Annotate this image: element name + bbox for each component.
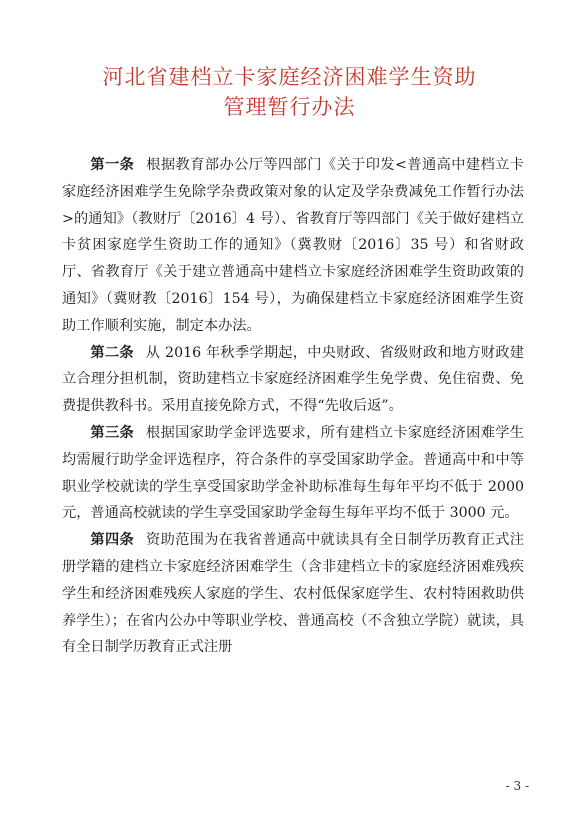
article-4 bbox=[62, 527, 524, 661]
article-3 bbox=[62, 420, 524, 527]
document-title-line-1: 河北省建档立卡家庭经济困难学生资助 bbox=[102, 65, 477, 89]
article-2-label: 第二条 bbox=[90, 344, 134, 361]
article-2 bbox=[62, 340, 524, 420]
article-3-text: 根据国家助学金评选要求，所有建档立卡家庭经济困难学生均需履行助学金评选程序，符合条件的享受国家助学金。普通高中和中等职业学校就读的学生享受国家助学金补助标准每生每年平均不低于 2000 元，普通高校就读的学生享受国家助学金每生每年平均不低于 3000 元。 bbox=[62, 424, 524, 522]
article-3-label: 第三条 bbox=[90, 424, 135, 441]
article-1 bbox=[62, 152, 524, 340]
document-body bbox=[62, 152, 524, 661]
article-1-text: 根据教育部办公厅等四部门《关于印发<普通高中建档立卡家庭经济困难学生免除学杂费政策对象的认定及学杂费减免工作暂行办法>的通知》（教财厅〔2016〕4 号）、省教育厅等四部门《关于做好建档立卡贫困家庭学生资助工作的通知》（冀教财〔2016〕35 号）和省财政厅、省教育厅《关于建立普通高中建档立卡家庭经济困难学生资助政策的通知》（冀财教〔2016〕154 号），为确保建档立卡家庭经济困难学生资助工作顺利实施，制定本办法。 bbox=[62, 157, 524, 334]
article-4-text: 资助范围为在我省普通高中就读具有全日制学历教育正式注册学籍的建档立卡家庭经济困难学生（含非建档立卡的家庭经济困难残疾学生和经济困难残疾人家庭的学生、农村低保家庭学生、农村特困救助供养学生）；在省内公办中等职业学校、普通高校（不含独立学院）就读，具有全日制学历教育正式注册 bbox=[62, 532, 524, 656]
document-title-line-2: 管理暂行办法 bbox=[223, 95, 356, 119]
article-2-text: 从 2016 年秋季学期起，中央财政、省级财政和地方财政建立合理分担机制，资助建档立卡家庭经济困难学生免学费、免住宿费、免费提供教科书。采用直接免除方式，不得“先收后返”。 bbox=[62, 344, 524, 415]
page-number: - 3 - bbox=[505, 779, 529, 793]
article-1-label: 第一条 bbox=[90, 157, 135, 173]
article-4-label: 第四条 bbox=[90, 532, 135, 549]
